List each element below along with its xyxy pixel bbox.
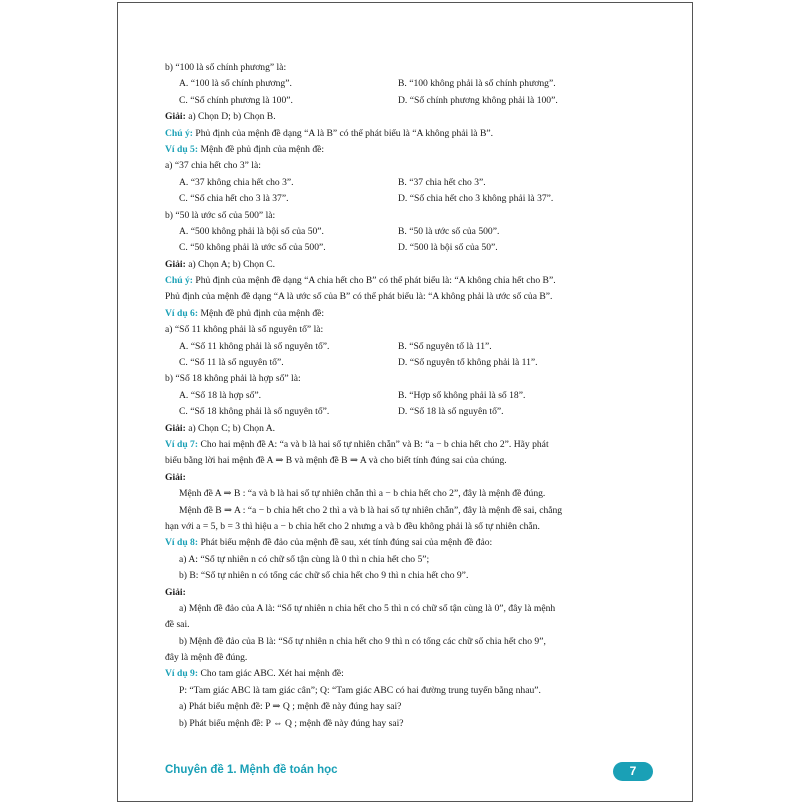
text-line (165, 486, 645, 502)
text-line (165, 421, 645, 437)
text-line (165, 60, 645, 76)
solution-label: Giải: (165, 258, 186, 270)
line-text: biểu bằng lời hai mệnh đề A ⇒ B và mệnh đề B ⇒ A và cho biết tính đúng sai của chúng. (165, 455, 507, 467)
answer-options-row (165, 175, 645, 191)
option-left: A. “Số 18 là hợp số”. (179, 389, 262, 401)
answer-options-row (165, 388, 645, 404)
text-line (165, 126, 645, 142)
line-text: Mệnh đề B ⇒ A : “a − b chia hết cho 2 thì a và b là hai số tự nhiên chẵn”, đây là mệnh đề sai, chẳng (179, 504, 563, 516)
text-line (165, 535, 645, 551)
section-label: Chú ý: (165, 127, 193, 139)
line-text: Phủ định của mệnh đề dạng “A là ước số của B” có thể phát biểu là: “A không phải là ước số của B”. (165, 291, 553, 303)
text-line (165, 650, 645, 666)
answer-options-row (165, 76, 645, 92)
solution-label: Giải: (165, 111, 186, 123)
text-line (165, 568, 645, 584)
text-line (165, 437, 645, 453)
section-label: Ví dụ 6: (165, 307, 199, 319)
solution-label: Giải: (165, 586, 186, 598)
section-label: Ví dụ 5: (165, 143, 199, 155)
text-line (165, 601, 645, 617)
line-text: P: “Tam giác ABC là tam giác cân”; Q: “Tam giác ABC có hai đường trung tuyến bằng nhau”. (179, 684, 541, 696)
text-line (165, 453, 645, 469)
option-right: B. “37 chia hết cho 3”. (398, 176, 486, 188)
text-line (165, 322, 645, 338)
option-right: D. “Số 18 là số nguyên tố”. (398, 406, 504, 418)
text-line (165, 208, 645, 224)
text-line (165, 289, 645, 305)
text-line (165, 552, 645, 568)
line-text: b) Phát biểu mệnh đề: P ⇔ Q ; mệnh đề này đúng hay sai? (179, 717, 404, 729)
chapter-title: Chuyên đề 1. Mệnh đề toán học (165, 764, 338, 776)
answer-options-row (165, 93, 645, 109)
text-line (165, 716, 645, 732)
line-text: Phủ định của mệnh đề dạng “A chia hết cho B” có thể phát biểu là: “A không chia hết cho B”. (193, 275, 556, 287)
text-line (165, 371, 645, 387)
option-left: C. “Số 18 không phải là số nguyên tố”. (179, 406, 330, 418)
line-text: Mệnh đề phủ định của mệnh đề: (198, 307, 325, 319)
line-text: đề sai. (165, 619, 190, 631)
option-right: D. “500 là bội số của 50”. (398, 242, 498, 254)
option-left: C. “Số 11 là số nguyên tố”. (179, 357, 284, 369)
option-left: A. “500 không phải là bội số của 50”. (179, 225, 324, 237)
option-left: C. “50 không phải là ước số của 500”. (179, 242, 326, 254)
answer-options-row (165, 240, 645, 256)
section-label: Ví dụ 7: (165, 438, 199, 450)
line-text: a) A: “Số tự nhiên n có chữ số tận cùng là 0 thì n chia hết cho 5”; (179, 553, 430, 565)
line-text: Cho tam giác ABC. Xét hai mệnh đề: (198, 668, 344, 680)
line-text: b) Mệnh đề đảo của B là: “Số tự nhiên n chia hết cho 9 thì n có tổng các chữ số chia hết cho 9”, (179, 635, 546, 647)
line-text: Phát biểu mệnh đề đảo của mệnh đề sau, xét tính đúng sai của mệnh đề đảo: (198, 537, 493, 549)
text-line (165, 306, 645, 322)
answer-options-row (165, 404, 645, 420)
option-right: B. “50 là ước số của 500”. (398, 225, 500, 237)
section-label: Chú ý: (165, 275, 193, 287)
text-line (165, 503, 645, 519)
line-text: a) Chọn D; b) Chọn B. (185, 111, 276, 123)
line-text: b) B: “Số tự nhiên n có tổng các chữ số chia hết cho 9 thì n chia hết cho 9”. (179, 570, 469, 582)
option-left: A. “37 không chia hết cho 3”. (179, 176, 294, 188)
section-label: Ví dụ 9: (165, 668, 199, 680)
line-text: a) “Số 11 không phải là số nguyên tố” là: (165, 324, 324, 336)
page-number-badge: 7 (613, 762, 653, 781)
text-line (165, 257, 645, 273)
line-text: đây là mệnh đề đúng. (165, 652, 248, 664)
text-line (165, 666, 645, 682)
option-right: D. “Số nguyên tố không phải là 11”. (398, 357, 538, 369)
solution-label: Giải: (165, 471, 186, 483)
option-right: D. “Số chia hết cho 3 không phải là 37”. (398, 193, 554, 205)
line-text: Mệnh đề phủ định của mệnh đề: (198, 143, 325, 155)
option-right: B. “Số nguyên tố là 11”. (398, 340, 492, 352)
line-text: Mệnh đề A ⇒ B : “a và b là hai số tự nhiên chẵn thì a − b chia hết cho 2”, đây là mệnh đề đúng. (179, 488, 546, 500)
text-line (165, 699, 645, 715)
line-text: hạn với a = 5, b = 3 thì hiệu a − b chia hết cho 2 nhưng a và b đều không phải là số tự nhiên chẵn. (165, 520, 540, 532)
line-text: a) Phát biểu mệnh đề: P ⇒ Q ; mệnh đề này đúng hay sai? (179, 701, 402, 713)
line-text: a) Mệnh đề đảo của A là: “Số tự nhiên n chia hết cho 5 thì n có chữ số tận cùng là 0”, đây là mệnh (179, 602, 556, 614)
text-line (165, 142, 645, 158)
text-line (165, 617, 645, 633)
answer-options-row (165, 339, 645, 355)
option-right: D. “Số chính phương không phải là 100”. (398, 94, 558, 106)
page-content (165, 60, 645, 732)
line-text: a) Chọn A; b) Chọn C. (185, 258, 276, 270)
line-text: b) “Số 18 không phải là hợp số” là: (165, 373, 301, 385)
option-left: C. “Số chính phương là 100”. (179, 94, 293, 106)
option-left: A. “Số 11 không phải là số nguyên tố”. (179, 340, 330, 352)
page-footer (165, 762, 653, 782)
text-line (165, 470, 645, 486)
line-text: b) “50 là ước số của 500” là: (165, 209, 276, 221)
line-text: Cho hai mệnh đề A: “a và b là hai số tự nhiên chẵn” và B: “a − b chia hết cho 2”. Hãy phát (198, 438, 549, 450)
line-text: b) “100 là số chính phương” là: (165, 62, 287, 73)
text-line (165, 273, 645, 289)
solution-label: Giải: (165, 422, 186, 434)
text-line (165, 158, 645, 174)
line-text: a) “37 chia hết cho 3” là: (165, 160, 261, 172)
text-line (165, 109, 645, 125)
answer-options-row (165, 191, 645, 207)
answer-options-row (165, 224, 645, 240)
line-text: Phủ định của mệnh đề dạng “A là B” có thể phát biểu là “A không phải là B”. (193, 127, 493, 139)
section-label: Ví dụ 8: (165, 537, 199, 549)
text-line (165, 585, 645, 601)
text-line (165, 519, 645, 535)
text-line (165, 683, 645, 699)
option-left: C. “Số chia hết cho 3 là 37”. (179, 193, 289, 205)
option-right: B. “100 không phải là số chính phương”. (398, 78, 556, 90)
line-text: a) Chọn C; b) Chọn A. (185, 422, 276, 434)
option-right: B. “Hợp số không phải là số 18”. (398, 389, 526, 401)
option-left: A. “100 là số chính phương”. (179, 78, 292, 90)
answer-options-row (165, 355, 645, 371)
text-line (165, 634, 645, 650)
